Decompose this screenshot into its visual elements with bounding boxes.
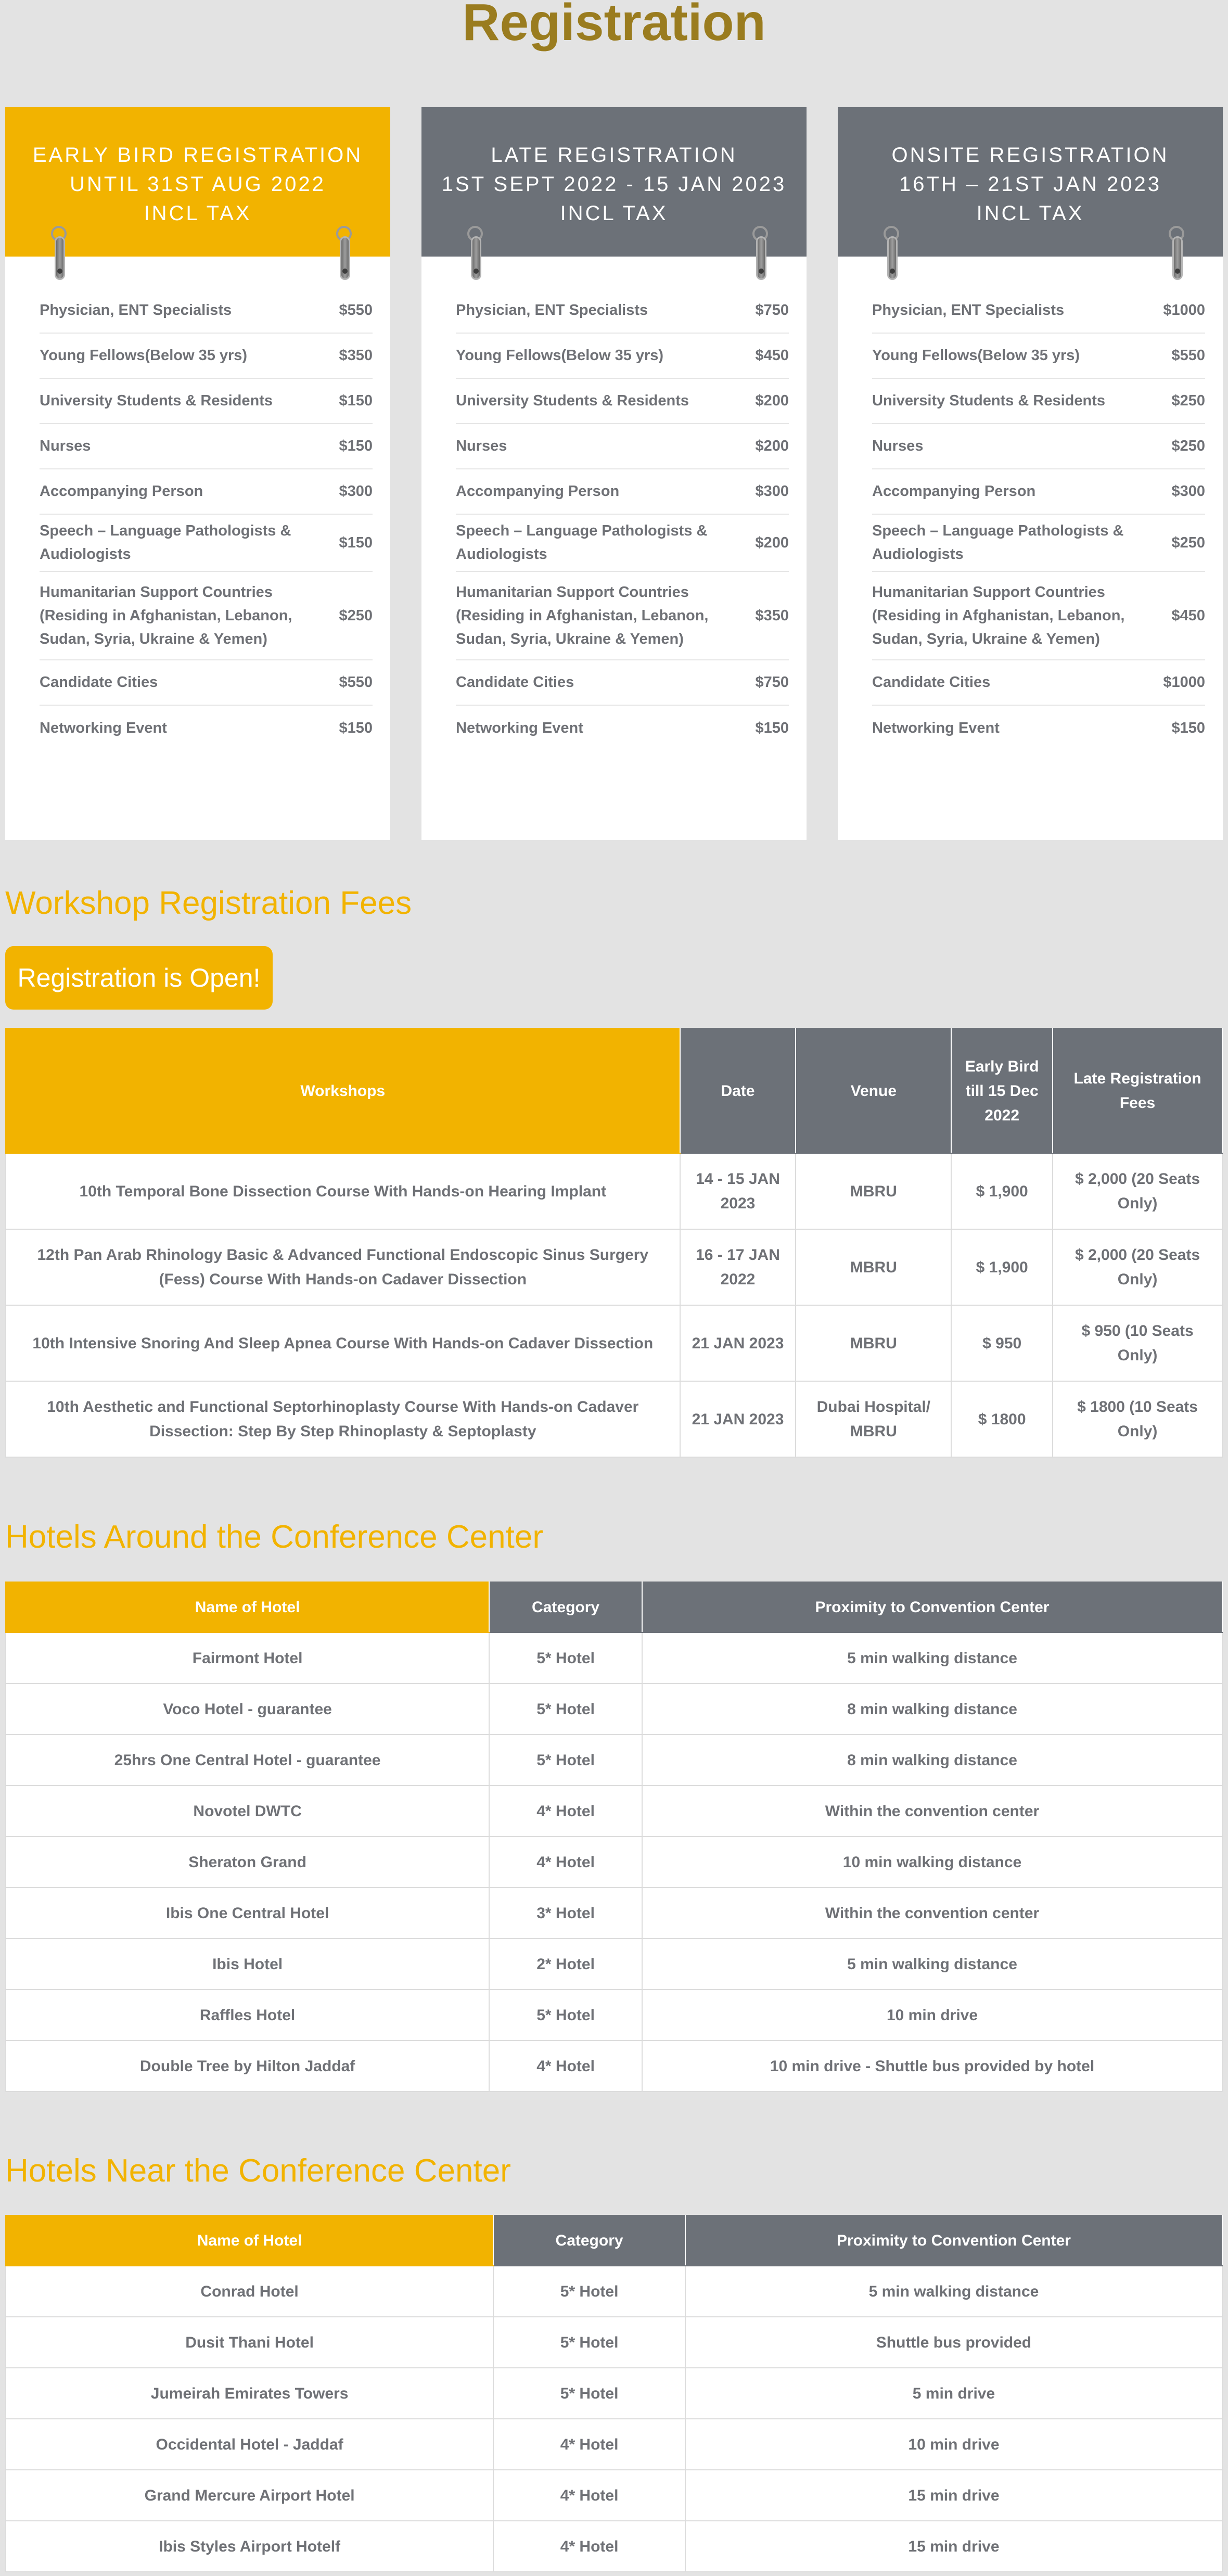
card-header-line: INCL TAX <box>560 202 668 225</box>
table-row <box>6 1888 1222 1939</box>
price-label: University Students & Residents <box>456 392 689 409</box>
price-row <box>456 334 789 379</box>
table-row <box>6 2521 1222 2572</box>
table-row <box>6 2041 1222 2092</box>
table-cell: Dubai Hospital/ MBRU <box>796 1381 951 1457</box>
table-cell: 25hrs One Central Hotel - guarantee <box>6 1735 489 1786</box>
table-cell: Dusit Thani Hotel <box>6 2317 493 2368</box>
price-row <box>40 660 373 706</box>
table-row <box>6 1735 1222 1786</box>
table-cell: $ 2,000 (20 Seats Only) <box>1053 1153 1222 1229</box>
binder-ring-icon <box>467 226 485 283</box>
price-label: Nurses <box>872 438 924 454</box>
table-cell: 4* Hotel <box>493 2470 685 2521</box>
price-row <box>872 469 1205 515</box>
table-row <box>6 2317 1222 2368</box>
price-row <box>40 334 373 379</box>
table-cell: 10 min drive <box>685 2419 1222 2470</box>
price-label: Networking Event <box>40 720 167 736</box>
table-cell: 12th Pan Arab Rhinology Basic & Advanced Functional Endoscopic Sinus Surgery (Fess) Course With Hands-on Cadaver Dissection <box>6 1229 680 1305</box>
workshops-table <box>5 1028 1223 1458</box>
card-header-line: 16TH – 21ST JAN 2023 <box>899 173 1161 196</box>
card-onsite <box>838 107 1223 840</box>
price-row <box>872 379 1205 424</box>
table-cell: Novotel DWTC <box>6 1786 489 1837</box>
price-value: $550 <box>339 674 373 691</box>
price-row <box>872 424 1205 469</box>
price-value: $300 <box>1171 483 1205 500</box>
table-cell: MBRU <box>796 1229 951 1305</box>
price-value: $550 <box>1171 347 1205 364</box>
price-row <box>40 572 373 660</box>
price-value: $250 <box>1171 534 1205 551</box>
price-value: $250 <box>1171 392 1205 409</box>
table-cell: 10th Aesthetic and Functional Septorhinoplasty Course With Hands-on Cadaver Dissection: Step By Step Rhinoplasty & Septoplasty <box>6 1381 680 1457</box>
card-early-bird <box>5 107 390 840</box>
column-header-workshops: Workshops <box>6 1028 680 1153</box>
table-cell: 8 min walking distance <box>642 1684 1222 1735</box>
price-label: Nurses <box>456 438 507 454</box>
table-header-row <box>6 2215 1222 2266</box>
card-header-line: INCL TAX <box>976 202 1084 225</box>
table-cell: Within the convention center <box>642 1786 1222 1837</box>
table-row <box>6 1837 1222 1888</box>
price-row <box>456 706 789 751</box>
price-value: $1000 <box>1163 302 1205 318</box>
table-row <box>6 1939 1222 1990</box>
price-row <box>872 660 1205 706</box>
table-row <box>6 1305 1222 1381</box>
table-cell: 15 min drive <box>685 2470 1222 2521</box>
price-label: University Students & Residents <box>40 392 273 409</box>
price-row <box>456 515 789 572</box>
price-value: $350 <box>339 347 373 364</box>
price-row <box>872 288 1205 334</box>
table-cell: Within the convention center <box>642 1888 1222 1939</box>
card-header <box>421 107 807 257</box>
table-cell: Jumeirah Emirates Towers <box>6 2368 493 2419</box>
price-list <box>40 288 373 751</box>
table-cell: 5* Hotel <box>489 1684 642 1735</box>
table-cell: 4* Hotel <box>489 2041 642 2092</box>
price-value: $150 <box>339 534 373 551</box>
table-cell: 8 min walking distance <box>642 1735 1222 1786</box>
table-cell: Ibis Styles Airport Hotelf <box>6 2521 493 2572</box>
price-value: $150 <box>1171 720 1205 736</box>
price-row <box>40 379 373 424</box>
price-list <box>456 288 789 751</box>
hotels-around-table <box>5 1582 1223 2092</box>
price-value: $750 <box>755 674 789 691</box>
price-label: Physician, ENT Specialists <box>40 302 232 318</box>
table-cell: 10 min walking distance <box>642 1837 1222 1888</box>
table-row <box>6 1153 1222 1229</box>
price-row <box>456 379 789 424</box>
binder-ring-icon <box>336 226 354 283</box>
price-label: Candidate Cities <box>40 674 158 691</box>
table-cell: 5* Hotel <box>489 1633 642 1684</box>
card-header <box>5 107 390 257</box>
price-label: Networking Event <box>456 720 583 736</box>
table-cell: Occidental Hotel - Jaddaf <box>6 2419 493 2470</box>
table-cell: 5* Hotel <box>489 1990 642 2041</box>
table-cell: 10 min drive <box>642 1990 1222 2041</box>
price-value: $450 <box>755 347 789 364</box>
table-cell: Shuttle bus provided <box>685 2317 1222 2368</box>
table-body <box>6 1633 1222 2092</box>
table-row <box>6 1684 1222 1735</box>
price-label: Humanitarian Support Countries (Residing in Afghanistan, Lebanon, Sudan, Syria, Ukraine & Yemen) <box>40 583 292 647</box>
table-cell: MBRU <box>796 1305 951 1381</box>
table-cell: 5* Hotel <box>493 2368 685 2419</box>
table-cell: 3* Hotel <box>489 1888 642 1939</box>
price-row <box>456 288 789 334</box>
price-value: $300 <box>339 483 373 500</box>
price-label: Physician, ENT Specialists <box>456 302 648 318</box>
table-cell: 5 min walking distance <box>685 2266 1222 2317</box>
price-label: Humanitarian Support Countries (Residing in Afghanistan, Lebanon, Sudan, Syria, Ukraine & Yemen) <box>456 583 709 647</box>
price-value: $150 <box>339 720 373 736</box>
price-value: $250 <box>1171 438 1205 454</box>
table-header-row <box>6 1028 1222 1153</box>
table-cell: Double Tree by Hilton Jaddaf <box>6 2041 489 2092</box>
card-header-line: UNTIL 31ST AUG 2022 <box>70 173 326 196</box>
price-list <box>872 288 1205 751</box>
table-header-row <box>6 1582 1222 1633</box>
price-label: Speech – Language Pathologists & Audiologists <box>456 522 708 563</box>
table-cell: 21 JAN 2023 <box>680 1305 796 1381</box>
binder-ring-icon <box>752 226 770 283</box>
price-row <box>872 572 1205 660</box>
table-body <box>6 1153 1222 1457</box>
column-header-venue: Venue <box>796 1028 951 1153</box>
binder-ring-icon <box>51 226 69 283</box>
table-row <box>6 1990 1222 2041</box>
price-value: $350 <box>755 607 789 624</box>
price-label: Accompanying Person <box>872 483 1036 500</box>
card-header-line: LATE REGISTRATION <box>491 144 737 167</box>
card-header <box>838 107 1223 257</box>
table-cell: 5* Hotel <box>493 2317 685 2368</box>
price-value: $150 <box>755 720 789 736</box>
table-cell: Ibis One Central Hotel <box>6 1888 489 1939</box>
price-row <box>456 424 789 469</box>
card-header-line: 1ST SEPT 2022 - 15 JAN 2023 <box>441 173 787 196</box>
column-header-early-bird: Early Bird till 15 Dec 2022 <box>951 1028 1053 1153</box>
page-title: Registration <box>462 0 766 52</box>
table-cell: $ 2,000 (20 Seats Only) <box>1053 1229 1222 1305</box>
price-label: Accompanying Person <box>40 483 203 500</box>
table-cell: $ 950 (10 Seats Only) <box>1053 1305 1222 1381</box>
table-row <box>6 2419 1222 2470</box>
price-label: University Students & Residents <box>872 392 1105 409</box>
price-value: $200 <box>755 392 789 409</box>
column-header-proximity: Proximity to Convention Center <box>642 1582 1222 1633</box>
table-cell: 15 min drive <box>685 2521 1222 2572</box>
column-header-hotel-name: Name of Hotel <box>6 2215 493 2266</box>
table-cell: 10th Temporal Bone Dissection Course With Hands-on Hearing Implant <box>6 1153 680 1229</box>
table-cell: Sheraton Grand <box>6 1837 489 1888</box>
table-cell: 5 min walking distance <box>642 1633 1222 1684</box>
table-cell: MBRU <box>796 1153 951 1229</box>
table-cell: 10th Intensive Snoring And Sleep Apnea Course With Hands-on Cadaver Dissection <box>6 1305 680 1381</box>
table-body <box>6 2266 1222 2572</box>
price-row <box>40 469 373 515</box>
card-header-line: ONSITE REGISTRATION <box>891 144 1169 167</box>
table-cell: 4* Hotel <box>493 2521 685 2572</box>
registration-cards <box>5 107 1223 840</box>
hotels-around-title: Hotels Around the Conference Center <box>5 1519 543 1555</box>
price-label: Young Fellows(Below 35 yrs) <box>40 347 248 364</box>
price-label: Candidate Cities <box>456 674 574 691</box>
table-cell: 5* Hotel <box>489 1735 642 1786</box>
price-row <box>40 515 373 572</box>
price-label: Nurses <box>40 438 91 454</box>
binder-ring-icon <box>884 226 901 283</box>
price-label: Accompanying Person <box>456 483 620 500</box>
table-cell: Voco Hotel - guarantee <box>6 1684 489 1735</box>
price-value: $750 <box>755 302 789 318</box>
workshops-title: Workshop Registration Fees <box>5 885 412 921</box>
table-cell: 10 min drive - Shuttle bus provided by hotel <box>642 2041 1222 2092</box>
price-value: $300 <box>755 483 789 500</box>
hotels-near-table <box>5 2215 1223 2572</box>
table-row <box>6 1229 1222 1305</box>
table-row <box>6 1381 1222 1457</box>
table-cell: Ibis Hotel <box>6 1939 489 1990</box>
table-cell: 4* Hotel <box>493 2419 685 2470</box>
price-row <box>456 469 789 515</box>
hotels-near-title: Hotels Near the Conference Center <box>5 2153 511 2189</box>
table-cell: $ 1,900 <box>951 1153 1053 1229</box>
price-value: $1000 <box>1163 674 1205 691</box>
card-header-line: EARLY BIRD REGISTRATION <box>32 144 363 167</box>
price-row <box>40 424 373 469</box>
registration-open-button[interactable]: Registration is Open! <box>5 946 273 1010</box>
table-row <box>6 2470 1222 2521</box>
price-row <box>872 515 1205 572</box>
table-cell: $ 1800 <box>951 1381 1053 1457</box>
price-row <box>40 706 373 751</box>
table-cell: 5 min drive <box>685 2368 1222 2419</box>
price-value: $150 <box>339 438 373 454</box>
table-cell: Grand Mercure Airport Hotel <box>6 2470 493 2521</box>
price-label: Physician, ENT Specialists <box>872 302 1065 318</box>
column-header-proximity: Proximity to Convention Center <box>685 2215 1222 2266</box>
table-row <box>6 1633 1222 1684</box>
price-label: Networking Event <box>872 720 1000 736</box>
price-value: $250 <box>339 607 373 624</box>
price-label: Speech – Language Pathologists & Audiologists <box>40 522 291 563</box>
price-label: Young Fellows(Below 35 yrs) <box>872 347 1080 364</box>
price-row <box>40 288 373 334</box>
table-cell: 21 JAN 2023 <box>680 1381 796 1457</box>
card-late <box>421 107 807 840</box>
price-value: $550 <box>339 302 373 318</box>
price-label: Candidate Cities <box>872 674 991 691</box>
table-cell: $ 1,900 <box>951 1229 1053 1305</box>
price-label: Humanitarian Support Countries (Residing in Afghanistan, Lebanon, Sudan, Syria, Ukraine & Yemen) <box>872 583 1125 647</box>
table-cell: $ 950 <box>951 1305 1053 1381</box>
binder-ring-icon <box>1169 226 1186 283</box>
price-label: Young Fellows(Below 35 yrs) <box>456 347 664 364</box>
card-header-line: INCL TAX <box>144 202 252 225</box>
table-row <box>6 1786 1222 1837</box>
table-cell: 5* Hotel <box>493 2266 685 2317</box>
table-row <box>6 2368 1222 2419</box>
column-header-hotel-name: Name of Hotel <box>6 1582 489 1633</box>
price-value: $150 <box>339 392 373 409</box>
table-cell: $ 1800 (10 Seats Only) <box>1053 1381 1222 1457</box>
table-row <box>6 2266 1222 2317</box>
price-value: $200 <box>755 534 789 551</box>
price-value: $200 <box>755 438 789 454</box>
table-cell: Fairmont Hotel <box>6 1633 489 1684</box>
table-cell: 16 - 17 JAN 2022 <box>680 1229 796 1305</box>
price-row <box>872 706 1205 751</box>
table-cell: 5 min walking distance <box>642 1939 1222 1990</box>
table-cell: Conrad Hotel <box>6 2266 493 2317</box>
column-header-late-fees: Late Registration Fees <box>1053 1028 1222 1153</box>
price-value: $450 <box>1171 607 1205 624</box>
price-row <box>456 660 789 706</box>
column-header-category: Category <box>493 2215 685 2266</box>
table-cell: 14 - 15 JAN 2023 <box>680 1153 796 1229</box>
column-header-category: Category <box>489 1582 642 1633</box>
price-row <box>456 572 789 660</box>
price-label: Speech – Language Pathologists & Audiologists <box>872 522 1124 563</box>
column-header-date: Date <box>680 1028 796 1153</box>
table-cell: 4* Hotel <box>489 1837 642 1888</box>
table-cell: 4* Hotel <box>489 1786 642 1837</box>
price-row <box>872 334 1205 379</box>
table-cell: Raffles Hotel <box>6 1990 489 2041</box>
table-cell: 2* Hotel <box>489 1939 642 1990</box>
